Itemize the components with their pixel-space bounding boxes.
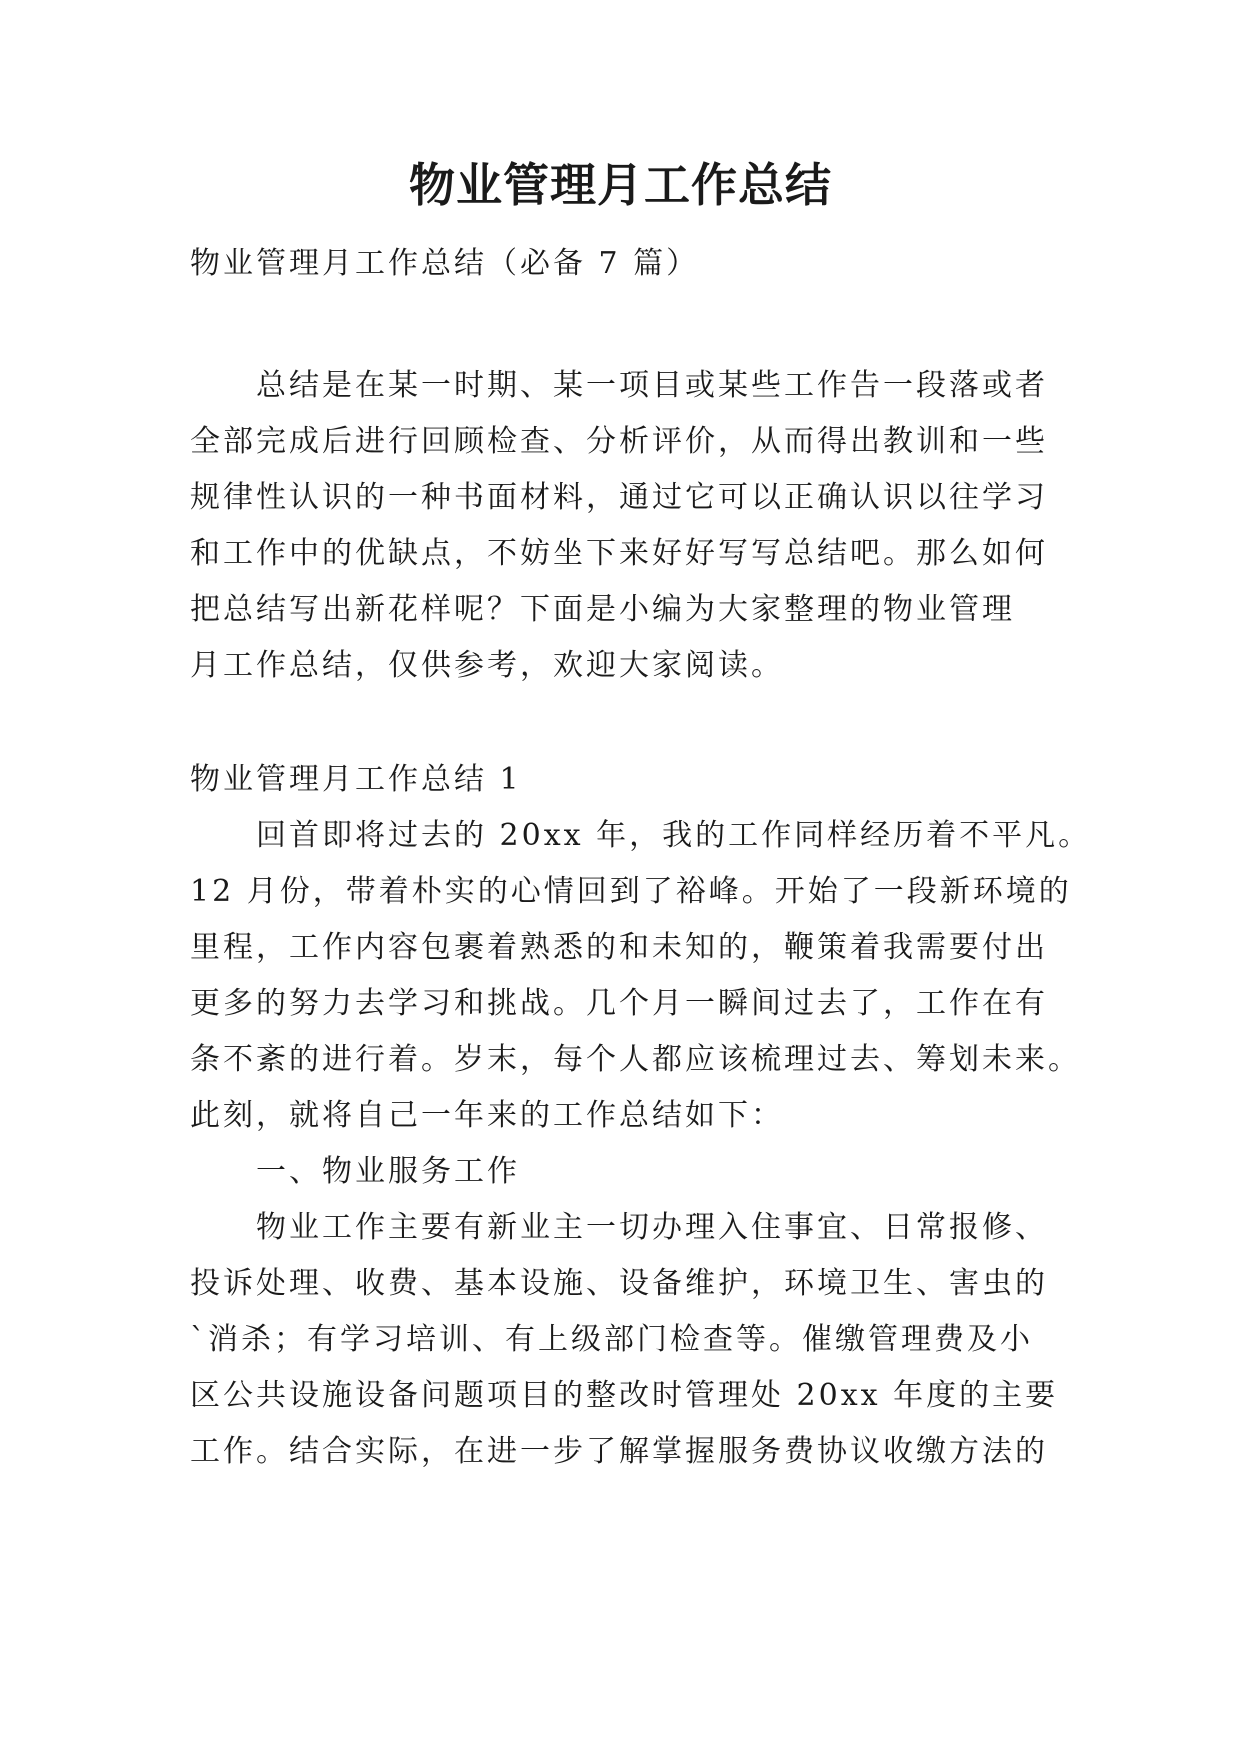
- intro-line: 规律性认识的一种书面材料，通过它可以正确认识以往学习: [190, 480, 1048, 515]
- body-line: 条不紊的进行着。岁末，每个人都应该梳理过去、筹划未来。: [190, 1042, 1081, 1077]
- body-line: 回首即将过去的 20xx 年，我的工作同样经历着不平凡。: [256, 818, 1092, 853]
- body-line: 里程，工作内容包裹着熟悉的和未知的，鞭策着我需要付出: [190, 930, 1048, 965]
- body-line: `消杀；有学习培训、有上级部门检查等。催缴管理费及小: [190, 1322, 1033, 1357]
- body-line: 12 月份，带着朴实的心情回到了裕峰。开始了一段新环境的: [190, 874, 1072, 909]
- body-line: 工作。结合实际，在进一步了解掌握服务费协议收缴方法的: [190, 1434, 1048, 1469]
- body-line: 物业工作主要有新业主一切办理入住事宜、日常报修、: [256, 1210, 1048, 1245]
- intro-line: 月工作总结，仅供参考，欢迎大家阅读。: [190, 648, 784, 683]
- subheading: 一、物业服务工作: [256, 1154, 520, 1189]
- section-heading: 物业管理月工作总结 1: [190, 762, 522, 797]
- intro-line: 总结是在某一时期、某一项目或某些工作告一段落或者: [256, 368, 1048, 403]
- body-line: 更多的努力去学习和挑战。几个月一瞬间过去了，工作在有: [190, 986, 1048, 1021]
- document-title: 物业管理月工作总结: [409, 158, 832, 212]
- body-line: 区公共设施设备问题项目的整改时管理处 20xx 年度的主要: [190, 1378, 1059, 1413]
- intro-line: 和工作中的优缺点，不妨坐下来好好写写总结吧。那么如何: [190, 536, 1048, 571]
- body-line: 此刻，就将自己一年来的工作总结如下：: [190, 1098, 784, 1133]
- body-line: 投诉处理、收费、基本设施、设备维护，环境卫生、害虫的: [190, 1266, 1048, 1301]
- intro-line: 把总结写出新花样呢？下面是小编为大家整理的物业管理: [190, 592, 1015, 627]
- document-subtitle: 物业管理月工作总结（必备 7 篇）: [190, 246, 700, 281]
- intro-line: 全部完成后进行回顾检查、分析评价，从而得出教训和一些: [190, 424, 1048, 459]
